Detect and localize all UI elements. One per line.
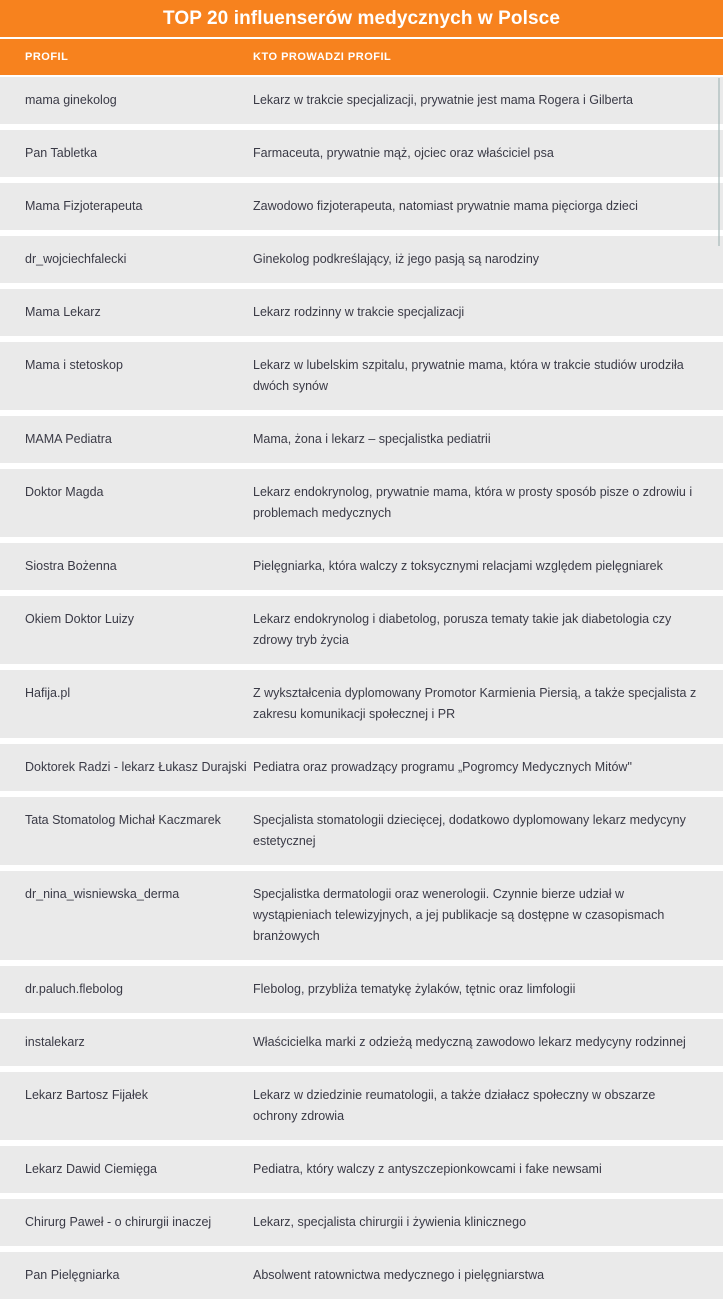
cell-who-runs-profile: Pediatra oraz prowadzący programu „Pogromcy Medycznych Mitów": [253, 760, 632, 774]
cell-profile: Pan Tabletka: [25, 146, 98, 160]
cell-profile: dr_nina_wisniewska_derma: [25, 887, 180, 901]
table-row: [0, 130, 723, 177]
cell-profile: Doktorek Radzi - lekarz Łukasz Durajski: [25, 760, 247, 774]
table-row: [0, 1252, 723, 1299]
cell-who-runs-profile: Lekarz rodzinny w trakcie specjalizacji: [253, 305, 465, 319]
table-body: [0, 75, 723, 1299]
table-row: [0, 1199, 723, 1246]
vertical-scrollbar[interactable]: [717, 78, 720, 983]
cell-profile: Mama Fizjoterapeuta: [25, 199, 143, 213]
column-header-who-runs-profile: KTO PROWADZI PROFIL: [253, 50, 392, 63]
cell-profile: Pan Pielęgniarka: [25, 1268, 120, 1282]
cell-who-runs-profile: Mama, żona i lekarz – specjalistka pediatrii: [253, 432, 491, 446]
table-row: [0, 236, 723, 283]
cell-who-runs-profile: Pediatra, który walczy z antyszczepionkowcami i fake newsami: [253, 1162, 602, 1176]
cell-who-runs-profile: Lekarz endokrynolog, prywatnie mama, która w prosty sposób pisze o zdrowiu i problemach medycznych: [253, 485, 693, 520]
cell-who-runs-profile: Absolwent ratownictwa medycznego i pielęgniarstwa: [253, 1268, 545, 1282]
table-row: [0, 871, 723, 960]
table-column-header: [0, 39, 723, 75]
table-row: [0, 416, 723, 463]
column-header-profile: PROFIL: [25, 50, 69, 63]
cell-who-runs-profile: Właścicielka marki z odzieżą medyczną zawodowo lekarz medycyny rodzinnej: [253, 1035, 686, 1049]
cell-profile: Doktor Magda: [25, 485, 104, 499]
table-row: [0, 670, 723, 738]
cell-profile: Chirurg Paweł - o chirurgii inaczej: [25, 1215, 212, 1229]
cell-who-runs-profile: Zawodowo fizjoterapeuta, natomiast prywatnie mama pięciorga dzieci: [253, 199, 638, 213]
cell-profile: Tata Stomatolog Michał Kaczmarek: [25, 813, 221, 827]
table-row: [0, 797, 723, 865]
table-row: [0, 342, 723, 410]
cell-who-runs-profile: Pielęgniarka, która walczy z toksycznymi relacjami względem pielęgniarek: [253, 559, 663, 573]
table-row: [0, 289, 723, 336]
cell-who-runs-profile: Ginekolog podkreślający, iż jego pasją są narodziny: [253, 252, 540, 266]
cell-profile: mama ginekolog: [25, 93, 117, 107]
cell-who-runs-profile: Specjalistka dermatologii oraz wenerologii. Czynnie bierze udział w wystąpieniach telewizyjnych, a jej publikacje są dostępne w czasopismach branżowych: [253, 887, 665, 943]
table-row: [0, 543, 723, 590]
table-row: [0, 744, 723, 791]
table-row: [0, 596, 723, 664]
cell-who-runs-profile: Z wykształcenia dyplomowany Promotor Karmienia Piersią, a także specjalista z zakresu komunikacji społecznej i PR: [253, 686, 697, 721]
cell-profile: Okiem Doktor Luizy: [25, 612, 135, 626]
cell-who-runs-profile: Farmaceuta, prywatnie mąż, ojciec oraz właściciel psa: [253, 146, 554, 160]
cell-profile: Lekarz Dawid Ciemięga: [25, 1162, 158, 1176]
cell-who-runs-profile: Lekarz w trakcie specjalizacji, prywatnie jest mama Rogera i Gilberta: [253, 93, 634, 107]
cell-who-runs-profile: Lekarz, specjalista chirurgii i żywienia klinicznego: [253, 1215, 527, 1229]
cell-profile: Lekarz Bartosz Fijałek: [25, 1088, 148, 1102]
cell-profile: Mama i stetoskop: [25, 358, 123, 372]
cell-profile: Siostra Bożenna: [25, 559, 117, 573]
page-title: TOP 20 influenserów medycznych w Polsce: [162, 8, 561, 29]
table-row: [0, 183, 723, 230]
table-title-bar: [0, 0, 723, 37]
cell-profile: dr_wojciechfalecki: [25, 252, 127, 266]
vertical-scrollbar-thumb[interactable]: [718, 78, 720, 246]
table-row: [0, 1072, 723, 1140]
cell-who-runs-profile: Specjalista stomatologii dziecięcej, dodatkowo dyplomowany lekarz medycyny estetycznej: [253, 813, 686, 848]
cell-who-runs-profile: Lekarz w lubelskim szpitalu, prywatnie mama, która w trakcie studiów urodziła dwóch synów: [253, 358, 684, 393]
table-row: [0, 966, 723, 1013]
cell-who-runs-profile: Lekarz endokrynolog i diabetolog, porusza tematy takie jak diabetologia czy zdrowy tryb życia: [253, 612, 672, 647]
table-row: [0, 1019, 723, 1066]
cell-profile: MAMA Pediatra: [25, 432, 112, 446]
cell-profile: instalekarz: [25, 1035, 85, 1049]
table-row: [0, 77, 723, 124]
table-row: [0, 1146, 723, 1193]
cell-profile: Mama Lekarz: [25, 305, 101, 319]
cell-who-runs-profile: Flebolog, przybliża tematykę żylaków, tętnic oraz limfologii: [253, 982, 576, 996]
table-row: [0, 469, 723, 537]
cell-profile: Hafija.pl: [25, 686, 71, 700]
cell-who-runs-profile: Lekarz w dziedzinie reumatologii, a także działacz społeczny w obszarze ochrony zdrowia: [253, 1088, 656, 1123]
cell-profile: dr.paluch.flebolog: [25, 982, 123, 996]
